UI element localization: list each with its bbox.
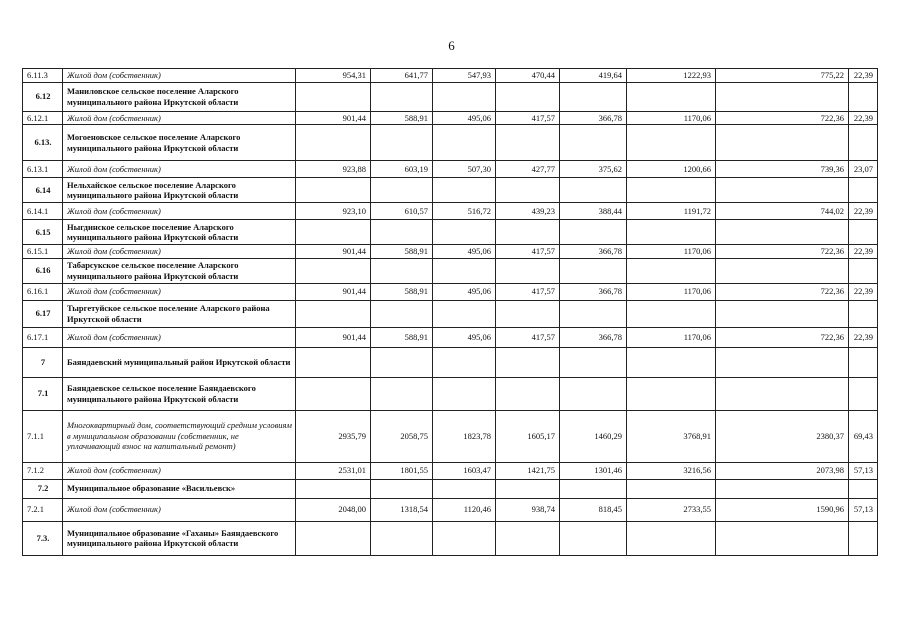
value-cell <box>849 178 878 203</box>
value-cell: 1801,55 <box>371 462 433 479</box>
row-code: 6.17.1 <box>23 327 63 347</box>
value-cell: 1823,78 <box>433 410 496 462</box>
value-cell <box>433 125 496 161</box>
value-cell <box>296 521 371 555</box>
value-cell: 2380,37 <box>716 410 849 462</box>
row-code: 6.16.1 <box>23 283 63 300</box>
value-cell: 901,44 <box>296 283 371 300</box>
value-cell: 366,78 <box>560 245 627 259</box>
value-cell: 366,78 <box>560 111 627 125</box>
value-cell: 495,06 <box>433 245 496 259</box>
value-cell: 722,36 <box>716 283 849 300</box>
value-cell: 3768,91 <box>627 410 716 462</box>
value-cell: 603,19 <box>371 161 433 178</box>
value-cell <box>496 521 560 555</box>
value-cell: 1191,72 <box>627 203 716 220</box>
value-cell: 1590,96 <box>716 498 849 521</box>
row-code: 6.12 <box>23 82 63 111</box>
value-cell: 495,06 <box>433 283 496 300</box>
value-cell: 2073,98 <box>716 462 849 479</box>
section-header-row <box>23 347 878 377</box>
value-cell: 507,30 <box>433 161 496 178</box>
row-description: Маниловское сельское поселение Аларского муниципального района Иркутской области <box>63 82 296 111</box>
row-description: Жилой дом (собственник) <box>63 111 296 125</box>
section-header-row <box>23 479 878 498</box>
value-cell <box>371 258 433 283</box>
value-cell <box>496 377 560 410</box>
value-cell: 2935,79 <box>296 410 371 462</box>
value-cell: 427,77 <box>496 161 560 178</box>
value-cell <box>849 521 878 555</box>
value-cell <box>496 347 560 377</box>
value-cell: 1170,06 <box>627 111 716 125</box>
row-description: Жилой дом (собственник) <box>63 203 296 220</box>
row-description: Жилой дом (собственник) <box>63 327 296 347</box>
value-cell: 366,78 <box>560 283 627 300</box>
row-code: 7.3. <box>23 521 63 555</box>
value-cell: 1421,75 <box>496 462 560 479</box>
value-cell <box>296 258 371 283</box>
value-cell <box>296 125 371 161</box>
value-cell: 923,88 <box>296 161 371 178</box>
value-cell <box>496 479 560 498</box>
value-cell: 22,39 <box>849 69 878 83</box>
value-cell <box>627 479 716 498</box>
value-cell: 938,74 <box>496 498 560 521</box>
value-cell: 417,57 <box>496 245 560 259</box>
value-cell: 1603,47 <box>433 462 496 479</box>
value-cell: 417,57 <box>496 283 560 300</box>
row-description: Баяндаевское сельское поселение Баяндаевского муниципального района Иркутской области <box>63 377 296 410</box>
table-row <box>23 203 878 220</box>
value-cell: 1170,06 <box>627 327 716 347</box>
section-header-row <box>23 178 878 203</box>
row-code: 6.11.3 <box>23 69 63 83</box>
value-cell <box>371 347 433 377</box>
value-cell <box>716 300 849 327</box>
value-cell <box>371 220 433 245</box>
value-cell: 3216,56 <box>627 462 716 479</box>
value-cell: 588,91 <box>371 111 433 125</box>
value-cell <box>371 178 433 203</box>
row-description: Муниципальное образование «Васильевск» <box>63 479 296 498</box>
value-cell: 775,22 <box>716 69 849 83</box>
value-cell <box>433 300 496 327</box>
value-cell <box>716 521 849 555</box>
row-code: 6.14.1 <box>23 203 63 220</box>
value-cell <box>627 347 716 377</box>
row-description: Муниципальное образование «Гаханы» Баяндаевского муниципального района Иркутской области <box>63 521 296 555</box>
value-cell <box>433 220 496 245</box>
value-cell <box>296 300 371 327</box>
row-description: Жилой дом (собственник) <box>63 462 296 479</box>
value-cell <box>296 178 371 203</box>
value-cell <box>496 220 560 245</box>
section-header-row <box>23 220 878 245</box>
value-cell <box>433 82 496 111</box>
value-cell: 547,93 <box>433 69 496 83</box>
table-row <box>23 410 878 462</box>
value-cell: 1200,66 <box>627 161 716 178</box>
value-cell: 1170,06 <box>627 245 716 259</box>
value-cell <box>627 125 716 161</box>
value-cell: 439,23 <box>496 203 560 220</box>
value-cell <box>716 220 849 245</box>
value-cell: 588,91 <box>371 245 433 259</box>
value-cell: 366,78 <box>560 327 627 347</box>
value-cell: 69,43 <box>849 410 878 462</box>
value-cell <box>849 125 878 161</box>
value-cell: 516,72 <box>433 203 496 220</box>
page-number: 6 <box>448 38 455 53</box>
row-description: Многоквартирный дом, соответствующий средним условиям в муниципальном образовании (собственник, не уплачивающий взнос на капитальный ремонт) <box>63 410 296 462</box>
value-cell <box>433 347 496 377</box>
row-description: Жилой дом (собственник) <box>63 498 296 521</box>
row-code: 6.12.1 <box>23 111 63 125</box>
value-cell: 588,91 <box>371 327 433 347</box>
value-cell <box>496 300 560 327</box>
value-cell <box>433 178 496 203</box>
section-header-row <box>23 377 878 410</box>
value-cell: 417,57 <box>496 327 560 347</box>
value-cell: 954,31 <box>296 69 371 83</box>
value-cell: 1460,29 <box>560 410 627 462</box>
value-cell <box>849 220 878 245</box>
value-cell <box>560 521 627 555</box>
value-cell: 57,13 <box>849 498 878 521</box>
value-cell: 22,39 <box>849 327 878 347</box>
value-cell: 818,45 <box>560 498 627 521</box>
value-cell: 722,36 <box>716 111 849 125</box>
row-code: 7.1 <box>23 377 63 410</box>
value-cell <box>560 347 627 377</box>
section-header-row <box>23 300 878 327</box>
table-row <box>23 161 878 178</box>
value-cell <box>716 178 849 203</box>
value-cell: 744,02 <box>716 203 849 220</box>
row-description: Жилой дом (собственник) <box>63 283 296 300</box>
value-cell <box>433 258 496 283</box>
value-cell: 23,07 <box>849 161 878 178</box>
table-row <box>23 245 878 259</box>
value-cell: 1318,54 <box>371 498 433 521</box>
value-cell <box>371 479 433 498</box>
row-code: 6.13. <box>23 125 63 161</box>
value-cell <box>849 347 878 377</box>
value-cell <box>371 377 433 410</box>
row-description: Тыргетуйское сельское поселение Аларского района Иркутской области <box>63 300 296 327</box>
value-cell: 57,13 <box>849 462 878 479</box>
value-cell: 901,44 <box>296 245 371 259</box>
value-cell: 22,39 <box>849 283 878 300</box>
value-cell <box>433 377 496 410</box>
value-cell <box>496 178 560 203</box>
value-cell <box>716 347 849 377</box>
value-cell <box>627 258 716 283</box>
value-cell: 388,44 <box>560 203 627 220</box>
value-cell <box>560 377 627 410</box>
tariff-table <box>22 68 878 556</box>
row-description: Жилой дом (собственник) <box>63 161 296 178</box>
value-cell: 739,36 <box>716 161 849 178</box>
value-cell: 417,57 <box>496 111 560 125</box>
value-cell <box>627 82 716 111</box>
value-cell <box>627 300 716 327</box>
value-cell: 901,44 <box>296 327 371 347</box>
section-header-row <box>23 125 878 161</box>
value-cell: 1605,17 <box>496 410 560 462</box>
value-cell: 2733,55 <box>627 498 716 521</box>
value-cell <box>716 258 849 283</box>
row-description: Жилой дом (собственник) <box>63 69 296 83</box>
value-cell: 588,91 <box>371 283 433 300</box>
value-cell: 923,10 <box>296 203 371 220</box>
value-cell <box>627 377 716 410</box>
table-row <box>23 327 878 347</box>
table-row <box>23 69 878 83</box>
value-cell: 641,77 <box>371 69 433 83</box>
value-cell <box>716 125 849 161</box>
section-header-row <box>23 521 878 555</box>
value-cell: 901,44 <box>296 111 371 125</box>
row-description: Жилой дом (собственник) <box>63 245 296 259</box>
value-cell <box>371 82 433 111</box>
row-code: 7.1.1 <box>23 410 63 462</box>
value-cell <box>849 300 878 327</box>
table-row <box>23 283 878 300</box>
value-cell <box>496 125 560 161</box>
value-cell: 1120,46 <box>433 498 496 521</box>
value-cell <box>716 377 849 410</box>
row-code: 7.2 <box>23 479 63 498</box>
row-code: 6.15.1 <box>23 245 63 259</box>
row-description: Нельхайское сельское поселение Аларского муниципального района Иркутской области <box>63 178 296 203</box>
value-cell <box>560 300 627 327</box>
row-code: 7.2.1 <box>23 498 63 521</box>
row-code: 6.17 <box>23 300 63 327</box>
value-cell: 2048,00 <box>296 498 371 521</box>
value-cell: 22,39 <box>849 245 878 259</box>
section-header-row <box>23 258 878 283</box>
value-cell: 722,36 <box>716 245 849 259</box>
value-cell: 470,44 <box>496 69 560 83</box>
value-cell <box>296 479 371 498</box>
table-row <box>23 111 878 125</box>
row-description: Ныгдинское сельское поселение Аларского муниципального района Иркутской области <box>63 220 296 245</box>
value-cell <box>371 300 433 327</box>
row-code: 7 <box>23 347 63 377</box>
value-cell: 1222,93 <box>627 69 716 83</box>
value-cell <box>849 82 878 111</box>
value-cell: 610,57 <box>371 203 433 220</box>
value-cell <box>296 377 371 410</box>
value-cell <box>560 258 627 283</box>
row-description: Могоеновское сельское поселение Аларского муниципального района Иркутской области <box>63 125 296 161</box>
value-cell <box>849 377 878 410</box>
value-cell: 1170,06 <box>627 283 716 300</box>
value-cell <box>560 479 627 498</box>
value-cell: 722,36 <box>716 327 849 347</box>
row-code: 6.13.1 <box>23 161 63 178</box>
value-cell: 2531,01 <box>296 462 371 479</box>
row-description: Табарсукское сельское поселение Аларского муниципального района Иркутской области <box>63 258 296 283</box>
value-cell <box>496 82 560 111</box>
value-cell: 495,06 <box>433 327 496 347</box>
row-code: 7.1.2 <box>23 462 63 479</box>
row-code: 6.15 <box>23 220 63 245</box>
value-cell <box>560 82 627 111</box>
value-cell <box>560 125 627 161</box>
value-cell <box>433 521 496 555</box>
value-cell <box>627 178 716 203</box>
value-cell <box>296 220 371 245</box>
value-cell <box>371 521 433 555</box>
value-cell: 22,39 <box>849 203 878 220</box>
row-code: 6.16 <box>23 258 63 283</box>
row-description: Баяндаевский муниципальный район Иркутской области <box>63 347 296 377</box>
value-cell <box>560 220 627 245</box>
value-cell <box>849 258 878 283</box>
value-cell: 2058,75 <box>371 410 433 462</box>
value-cell <box>627 521 716 555</box>
table-row <box>23 498 878 521</box>
value-cell <box>716 479 849 498</box>
value-cell: 495,06 <box>433 111 496 125</box>
value-cell <box>496 258 560 283</box>
value-cell <box>716 82 849 111</box>
value-cell <box>433 479 496 498</box>
value-cell: 22,39 <box>849 111 878 125</box>
value-cell: 1301,46 <box>560 462 627 479</box>
value-cell <box>849 479 878 498</box>
value-cell: 419,64 <box>560 69 627 83</box>
section-header-row <box>23 82 878 111</box>
value-cell: 375,62 <box>560 161 627 178</box>
value-cell <box>296 82 371 111</box>
value-cell <box>627 220 716 245</box>
value-cell <box>371 125 433 161</box>
table-row <box>23 462 878 479</box>
value-cell <box>296 347 371 377</box>
value-cell <box>560 178 627 203</box>
row-code: 6.14 <box>23 178 63 203</box>
